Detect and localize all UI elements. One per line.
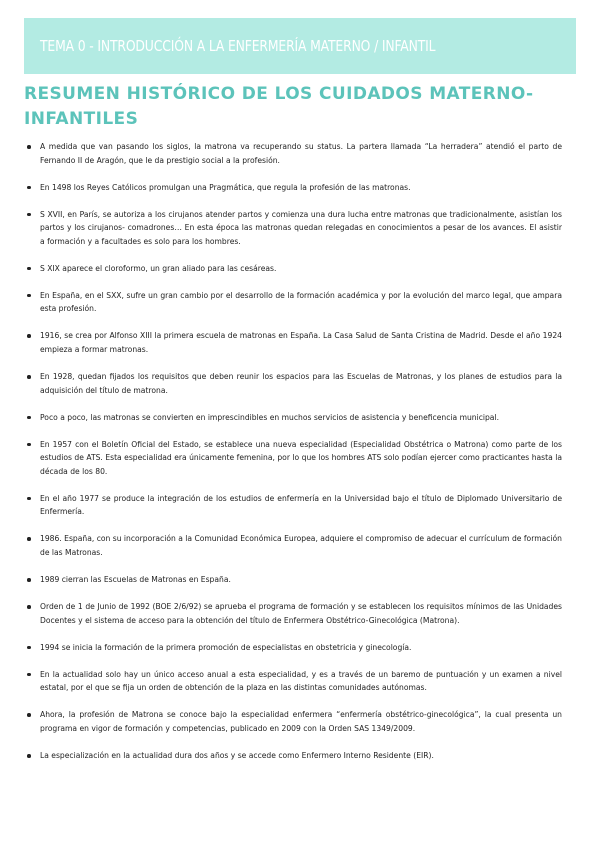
- list-item: [24, 289, 562, 316]
- list-item: [24, 140, 562, 167]
- section-title: RESUMEN HISTÓRICO DE LOS CUIDADOS MATERNO-INFANTILES: [24, 84, 534, 129]
- bullet-icon: [27, 213, 31, 217]
- list-item-text: En 1498 los Reyes Católicos promulgan una Pragmática, que regula la profesión de las matronas.: [40, 182, 411, 192]
- list-item: [24, 600, 562, 627]
- list-item-text: S XVII, en París, se autoriza a los cirujanos atender partos y comienza una dura lucha entre matronas que tradicionalmente, asistían los partos y los cirujanos- comadrones… En esta época las matronas quedan relegadas en conocimientos a pesar de los avances. El asistir a formación y a facultades es solo para los hombres.: [40, 209, 562, 246]
- bullet-icon: [27, 443, 31, 447]
- list-item: [24, 532, 562, 559]
- list-item: [24, 573, 562, 587]
- bullet-icon: [27, 673, 31, 677]
- list-item: [24, 492, 562, 519]
- list-item-text: 1989 cierran las Escuelas de Matronas en España.: [40, 575, 231, 585]
- bullet-icon: [27, 267, 31, 271]
- bullet-icon: [27, 646, 31, 650]
- bullet-icon: [27, 754, 31, 758]
- list-item: [24, 411, 562, 425]
- list-item: [24, 208, 562, 249]
- bullet-icon: [27, 375, 31, 379]
- list-item: [24, 329, 562, 356]
- list-item: [24, 438, 562, 479]
- bullet-icon: [27, 145, 31, 149]
- topic-banner: [24, 18, 576, 74]
- bullet-icon: [27, 537, 31, 541]
- list-item-text: 1986. España, con su incorporación a la Comunidad Económica Europea, adquiere el compromiso de adecuar el currículum de formación de las Matronas.: [40, 534, 562, 557]
- list-item-text: En España, en el SXX, sufre un gran cambio por el desarrollo de la formación académica y por la evolución del marco legal, que ampara esta profesión.: [40, 290, 562, 314]
- bullet-icon: [27, 294, 31, 298]
- list-item-text: La especialización en la actualidad dura dos años y se accede como Enfermero Interno Residente (EIR).: [40, 751, 434, 760]
- list-item-text: Orden de 1 de Junio de 1992 (BOE 2/6/92) se aprueba el programa de formación y se establecen los requisitos mínimos de las Unidades Docentes y el sistema de acceso para la obtención del título de Enfermera Obstétrico-Ginecológica (Matrona).: [40, 602, 562, 625]
- list-item-text: En el año 1977 se produce la integración de los estudios de enfermería en la Universidad bajo el título de Diplomado Universitario de Enfermería.: [40, 493, 562, 517]
- list-item: [24, 370, 562, 397]
- list-item-text: S XIX aparece el cloroformo, un gran aliado para las cesáreas.: [40, 263, 277, 273]
- list-item: [24, 749, 562, 763]
- list-item-text: A medida que van pasando los siglos, la matrona va recuperando su status. La partera llamada “La herradera” atendió el parto de Fernando II de Aragón, que le da prestigio social a la profesión.: [40, 142, 562, 165]
- list-item: [24, 262, 562, 276]
- list-item-text: 1994 se inicia la formación de la primera promoción de especialistas en obstetricia y ginecología.: [40, 642, 412, 652]
- list-item: [24, 181, 562, 195]
- bullet-icon: [27, 578, 31, 582]
- list-item: [24, 641, 562, 655]
- list-item-text: Ahora, la profesión de Matrona se conoce bajo la especialidad enfermera “enfermería obstétrico-ginecológica”, la cual presenta un programa en vigor de formación y competencias, publicado en 2009 con la Orden SAS 1349/2009.: [40, 710, 562, 733]
- bullet-icon: [27, 186, 31, 190]
- list-item-text: Poco a poco, las matronas se convierten en imprescindibles en muchos servicios de asistencia y beneficencia municipal.: [40, 412, 499, 422]
- history-list: [24, 140, 562, 776]
- list-item: [24, 668, 562, 695]
- bullet-icon: [27, 416, 31, 420]
- banner-title: TEMA 0 - INTRODUCCIÓN A LA ENFERMERÍA MATERNO / INFANTIL: [40, 37, 436, 55]
- bullet-icon: [27, 497, 31, 501]
- list-item-text: En la actualidad solo hay un único acceso anual a esta especialidad, y es a través de un baremo de puntuación y un examen a nivel estatal, por el que se fija un orden de obtención de la plaza en las distintas comunidades autónomas.: [40, 669, 562, 693]
- bullet-icon: [27, 605, 31, 609]
- list-item-text: 1916, se crea por Alfonso XIII la primera escuela de matronas en España. La Casa Salud de Santa Cristina de Madrid. Desde el año 1924 empieza a formar matronas.: [40, 331, 562, 354]
- list-item-text: En 1928, quedan fijados los requisitos que deben reunir los espacios para las Escuelas de Matronas, y los planes de estudios para la adquisición del título de matrona.: [40, 372, 562, 395]
- list-item: [24, 708, 562, 735]
- bullet-icon: [27, 713, 31, 717]
- list-item-text: En 1957 con el Boletín Oficial del Estado, se establece una nueva especialidad (Especialidad Obstétrica o Matrona) como parte de los estudios de ATS. Esta especialidad era únicamente femenina, por lo que los hombres ATS solo podían ejercer como practicantes hasta la década de los 80.: [40, 439, 562, 476]
- bullet-icon: [27, 334, 31, 338]
